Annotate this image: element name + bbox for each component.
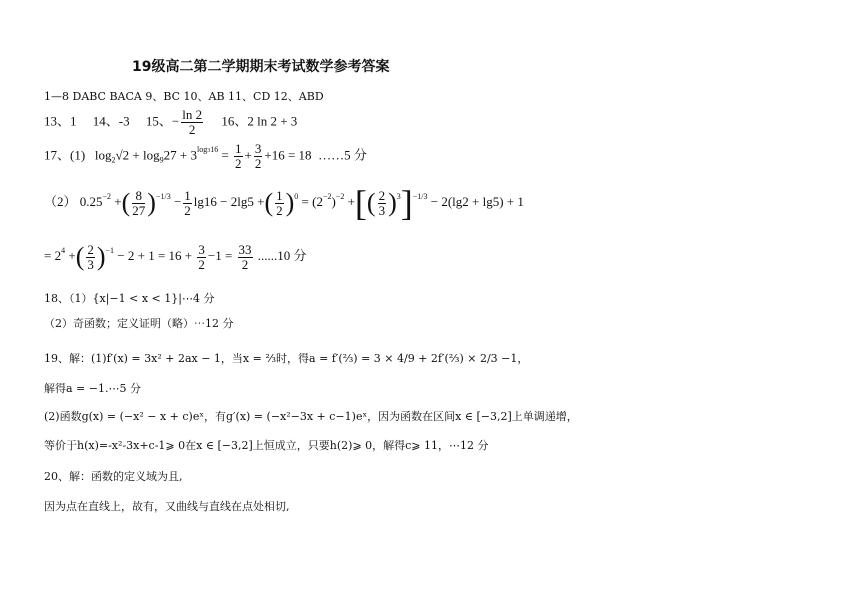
q20-line2: 因为点在直线上，故有，又曲线与直线在点处相切, — [44, 500, 290, 513]
q19-part1: 19、解：(1)f′(x) = 3x² + 2ax − 1，当x = ⅔时，得a = f′(⅔) = 3 × 4/9 + 2f′(⅔) × 2/3 −1， — [44, 352, 529, 365]
q17-part1: 17、(1) $\log_2√2 + \log_927 + 3^{log316}$ = $\frac{1}{2}$ + $\frac{3}{2}$ +16 = 18 ……5 分 — [44, 141, 367, 171]
q18-part2: （2）奇函数；定义证明（略）⋯12 分 — [44, 317, 234, 330]
q17-1-score: ……5 分 — [318, 147, 367, 163]
q17-2-score: ......10 分 — [257, 247, 307, 263]
q18-part1: 18、（1）{x|−1 < x < 1}|⋯4 分 — [44, 292, 215, 305]
q19-part2-continued: 等价于h(x)=-x²-3x+c-1⩾ 0在x ∈ [−3,2]上恒成立，只要h(2)⩾ 0，解得c⩾ 11，⋯12 分 — [44, 439, 489, 452]
answer-15-label: 15、 — [145, 113, 172, 129]
q17-2-label: （2） — [44, 193, 77, 209]
q20-line1: 20、解：函数的定义域为且, — [44, 470, 183, 483]
answer-13: 13、1 — [44, 113, 77, 129]
answers-fill-row: 13、1 14、-3 15、− $\frac{\ln 2}{2}$ 16、2 ln 2 + 3 — [44, 107, 298, 137]
page-title: 19级高二第二学期期末考试数学参考答案 — [132, 59, 390, 75]
q17-1-label: 17、(1) — [44, 147, 86, 163]
q19-part2: (2)函数g(x) = (−x² − x + c)eˣ，有g′(x) = (−x²−3x + c−1)eˣ，因为函数在区间x ∈ [−3,2]上单调递增， — [44, 410, 578, 423]
q17-part2: （2） $0.25^{-2}$ +( $\frac{8}{27}$ )$^{-1/3}$ − $\frac{1}{2}$ lg16 − 2lg5 +( $\frac{1}{2}$ )$^0 = (2^{-2})^{-2}$ +[( $\frac{2}{3}$ )$^3$]$^{-1/3}$ − 2(lg2 + lg5) + 1 — [44, 183, 524, 223]
answers-choice-row: 1—8 DABC BACA 9、BC 10、AB 11、CD 12、ABD — [44, 90, 324, 103]
q19-result-a: 解得a = −1.⋯5 分 — [44, 382, 141, 395]
answer-15-fraction: $\frac{\ln 2}{2}$ — [182, 107, 203, 137]
answer-16: 16、2 ln 2 + 3 — [221, 113, 298, 129]
q17-part2-continued: = $2^4$ +( $\frac{2}{3}$ )$^{-1}$ − 2 + 1 = 16 + $\frac{3}{2}$ −1 = $\frac{33}{2}$ ......10 分 — [44, 241, 307, 272]
answer-14: 14、-3 — [92, 113, 130, 129]
